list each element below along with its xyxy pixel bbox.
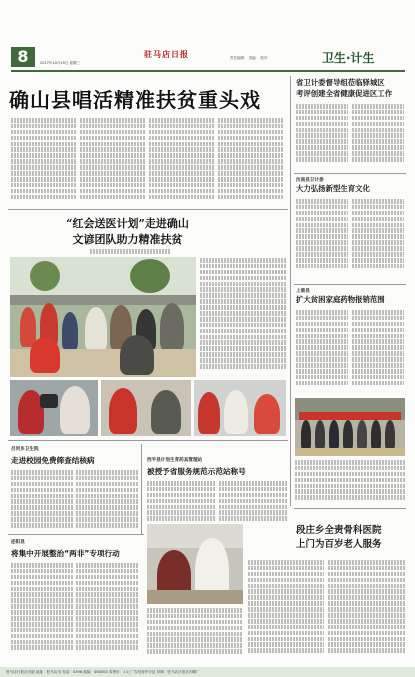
- feature-photo-consult: [101, 380, 191, 436]
- sidebar-story3-body: [296, 310, 348, 392]
- sidebar-story2-body: [296, 199, 348, 277]
- issue-line: 2017年10月25日 星期三: [40, 61, 80, 65]
- bottom-left-story1-body: [76, 470, 138, 530]
- divider: [8, 534, 144, 535]
- bottom-mid-title: 被授予省服务规范示范站称号: [147, 467, 246, 476]
- sidebar-story4-title: 段庄乡全责骨科医院: [296, 525, 382, 536]
- elder-care-photo: [147, 524, 243, 604]
- feature-main-photo: [10, 257, 196, 377]
- page-number: 8: [11, 47, 35, 67]
- section-title: 卫生·计生: [322, 51, 375, 65]
- group-photo: [295, 398, 405, 456]
- bottom-mid-body: [147, 481, 215, 521]
- divider: [294, 284, 406, 285]
- sidebar-story4-body: [328, 560, 406, 660]
- bottom-left-story2-body: [76, 563, 138, 661]
- bottom-mid-body: [147, 608, 243, 660]
- sidebar-story1-body: [296, 104, 348, 166]
- footer-bar: 驻马店日报社出版 地址：驻马店市 电话：0396 邮编：463000 零售价：1元 广告经营许可证 印刷：驻马店日报社印刷厂: [0, 667, 415, 677]
- main-body-column: [11, 118, 77, 204]
- feature-photo-screening: [194, 380, 286, 436]
- divider: [294, 508, 406, 509]
- divider: [8, 440, 288, 441]
- bottom-left-story1-body: [11, 470, 73, 530]
- bottom-left-story2-body: [11, 563, 73, 661]
- sidebar-story4-body: [248, 560, 324, 660]
- feature-title: “红会送医计划”走进确山: [66, 217, 189, 230]
- sidebar-story1-body: [352, 104, 404, 166]
- sidebar-story2-body: [352, 199, 404, 277]
- sidebar-story3-tag: 上蔡县: [296, 289, 310, 294]
- sidebar-story3-body: [295, 460, 405, 504]
- feature-subtitle: 文谚团队助力精准扶贫: [72, 233, 183, 246]
- main-headline: 确山县唱活精准扶贫重头戏: [9, 88, 261, 112]
- divider: [8, 209, 288, 210]
- main-body-column: [80, 118, 146, 204]
- column-divider: [290, 76, 291, 506]
- sidebar-story3-title: 扩大贫困家庭药物报销范围: [296, 295, 385, 304]
- main-body-column: [218, 118, 284, 204]
- sidebar-story1-title: 省卫计委督导组莅临驿城区: [296, 78, 385, 87]
- main-body-column: [149, 118, 215, 204]
- feature-body: [200, 258, 286, 378]
- sidebar-story2-title: 大力弘扬新型生育文化: [296, 184, 370, 193]
- paper-name: 驻马店日报: [144, 49, 189, 59]
- masthead-rule: [11, 70, 405, 72]
- bottom-left-story1-tag: 吕河乡卫生院: [11, 447, 39, 452]
- divider: [294, 173, 406, 174]
- bottom-mid-tag: 西平县计划生育药具管理站: [147, 458, 203, 463]
- sidebar-story2-tag: 汝南县卫计委: [296, 178, 324, 183]
- bottom-mid-body: [219, 481, 287, 521]
- feature-byline: [90, 249, 170, 254]
- bottom-left-story2-title: 将集中开展整治“两非”专项行动: [11, 549, 120, 558]
- sidebar-story1-subtitle: 考评创建全省健康促进区工作: [296, 89, 393, 98]
- bottom-left-story1-title: 走进校园免费筛查结核病: [11, 456, 95, 465]
- column-divider: [141, 444, 142, 534]
- sidebar-story3-body: [352, 310, 404, 392]
- sidebar-story4-subtitle: 上门为百岁老人服务: [296, 539, 382, 550]
- editor-credits: 责任编辑： 美编： 校对：: [230, 56, 271, 60]
- bottom-left-story2-tag: 泌阳县: [11, 540, 25, 545]
- feature-photo-eye-exam: [10, 380, 98, 436]
